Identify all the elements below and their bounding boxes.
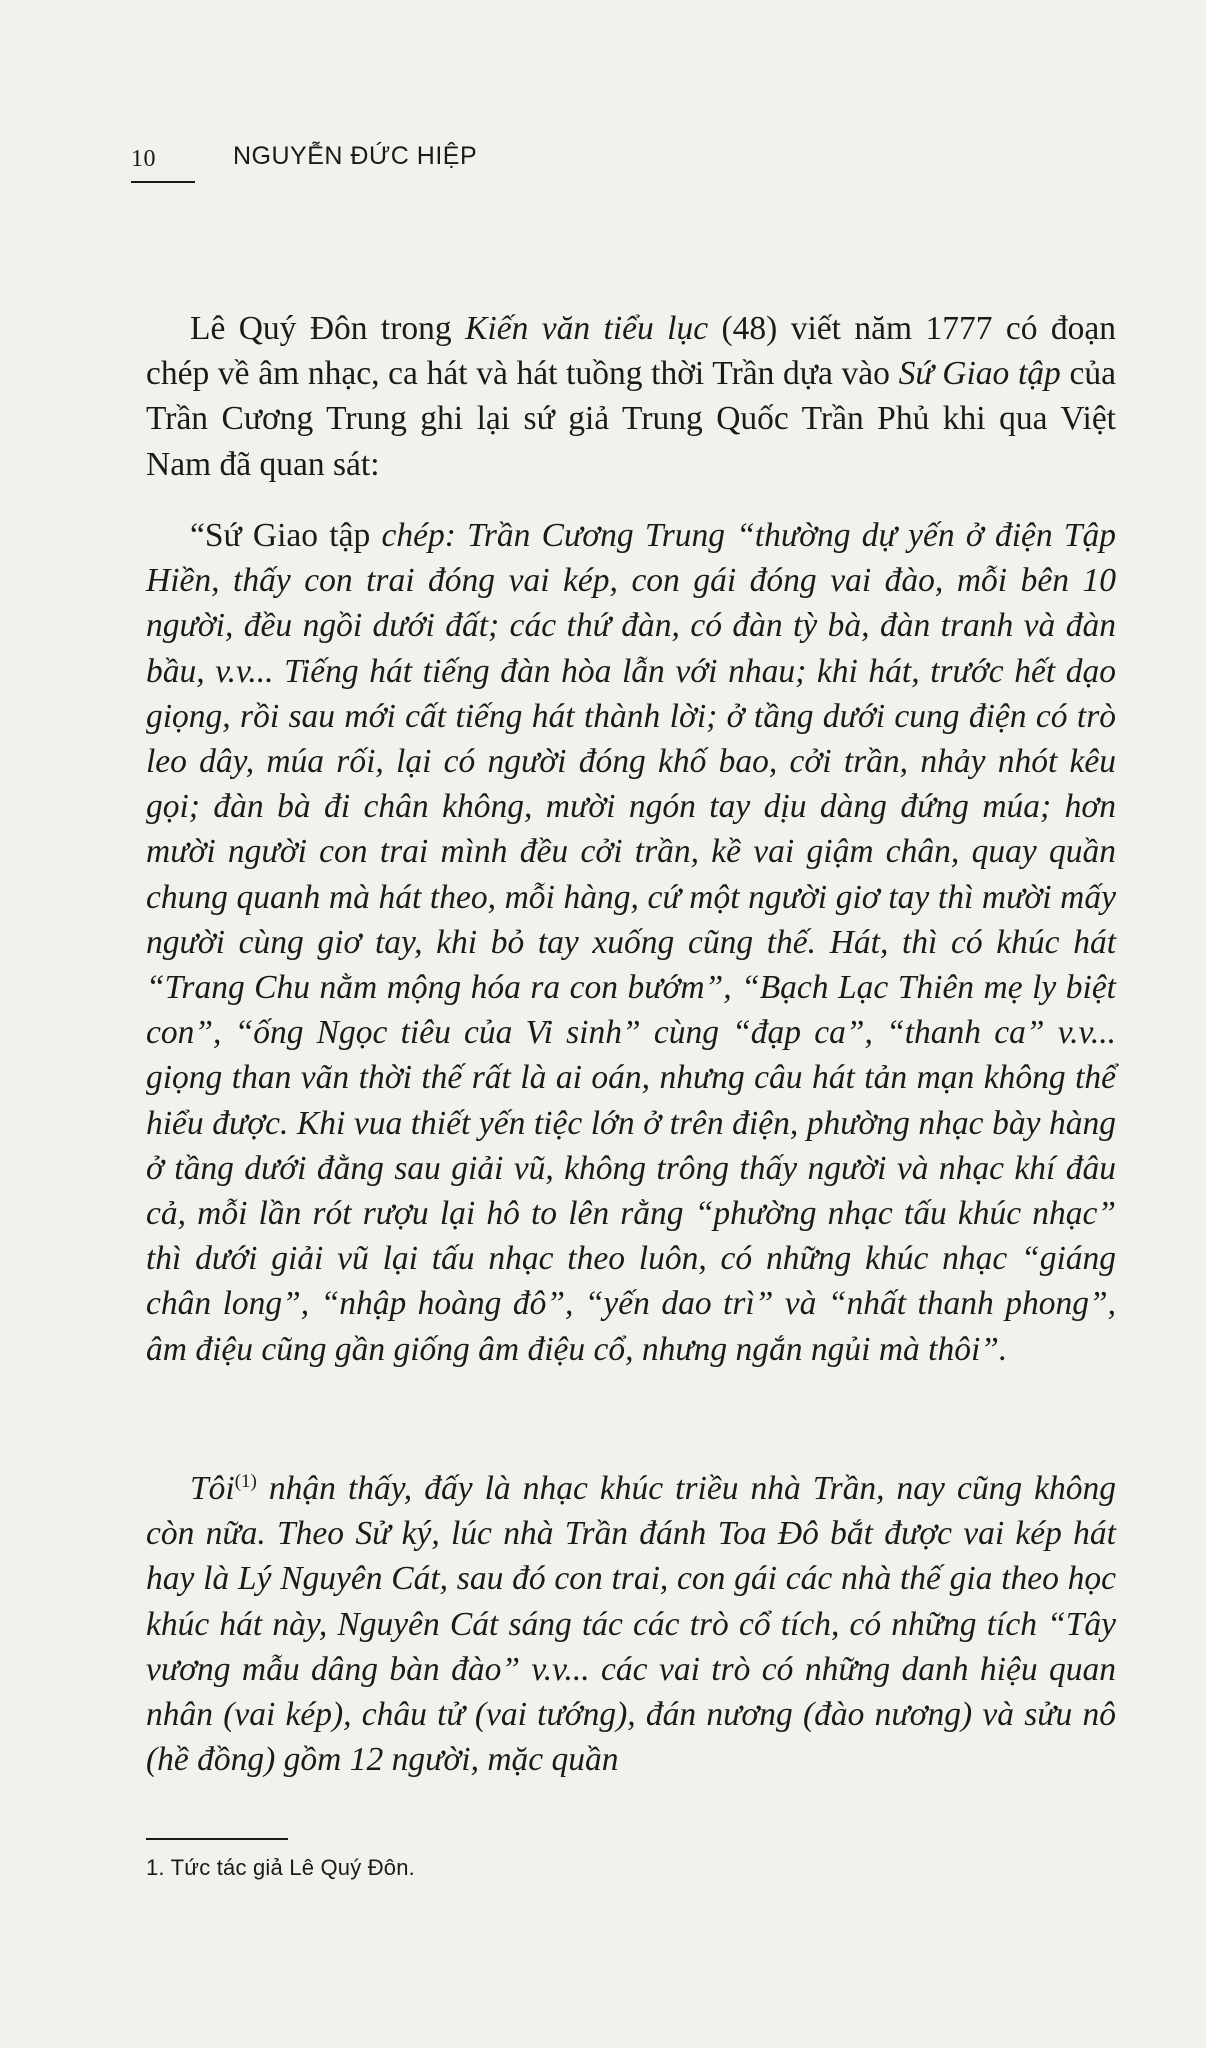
p1-text-c: của Trần Cương Trung ghi lại sứ giả Trung Quốc Trần Phủ khi qua Việt Nam đã quan sát:: [146, 355, 1116, 483]
running-head-author: NGUYỄN ĐỨC HIỆP: [233, 142, 478, 170]
header-rule: [131, 181, 195, 183]
footnote-marker: (1): [234, 1470, 257, 1492]
p3-text-b: nhận thấy, đấy là nhạc khúc triều nhà Trần, nay cũng không còn nữa. Theo Sử ký, lúc nhà Trần đánh Toa Đô bắt được vai kép hát hay là Lý Nguyên Cát, sau đó con trai, con gái các nhà thế gia theo học khúc hát này, Nguyên Cát sáng tác các trò cổ tích, có những tích “Tây vương mẫu dâng bàn đào” v.v... các vai trò có những danh hiệu quan nhân (vai kép), châu tử (vai tướng), đán nương (đào nương) và sửu nô (hề đồng) gồm 12 người, mặc quần: [146, 1470, 1116, 1779]
p3-text-a: Tôi: [190, 1470, 235, 1507]
p1-text-a: Lê Quý Đôn trong: [190, 310, 466, 347]
quotation-paragraph: [146, 513, 1116, 1372]
footnote: 1. Tức tác giả Lê Quý Đôn.: [146, 1855, 415, 1880]
footnote-rule: [146, 1838, 288, 1840]
book-title-kien-van-tieu-luc: Kiến văn tiểu lục: [465, 310, 709, 347]
quote-text: chép: Trần Cương Trung “thường dự yến ở điện Tập Hiền, thấy con trai đóng vai kép, con gái đóng vai đào, mỗi bên 10 người, đều ngồi dưới đất; các thứ đàn, có đàn tỳ bà, đàn tranh và đàn bầu, v.v... Tiếng hát tiếng đàn hòa lẫn với nhau; khi hát, trước hết dạo giọng, rồi sau mới cất tiếng hát thành lời; ở tầng dưới cung điện có trò leo dây, múa rối, lại có người đóng khố bao, cởi trần, nhảy nhót kêu gọi; đàn bà đi chân không, mười ngón tay dịu dàng đứng múa; hơn mười người con trai mình đều cởi trần, kề vai giậm chân, quay quần chung quanh mà hát theo, mỗi hàng, cứ một người giơ tay thì mười mấy người cùng giơ tay, khi bỏ tay xuống cũng thế. Hát, thì có khúc hát “Trang Chu nằm mộng hóa ra con bướm”, “Bạch Lạc Thiên mẹ ly biệt con”, “ống Ngọc tiêu của Vi sinh” cùng “đạp ca”, “thanh ca” v.v... giọng than vãn thời thế rất là ai oán, nhưng câu hát tản mạn không thể hiểu được. Khi vua thiết yến tiệc lớn ở trên điện, phường nhạc bày hàng ở tầng dưới đằng sau giải vũ, không trông thấy người và nhạc khí đâu cả, mỗi lần rót rượu lại hô to lên rằng “phường nhạc tấu khúc nhạc” thì dưới giải vũ lại tấu nhạc theo luôn, có những khúc nhạc “giáng chân long”, “nhập hoàng đô”, “yến dao trì” và “nhất thanh phong”, âm điệu cũng gần giống âm điệu cổ, nhưng ngắn ngủi mà thôi”.: [146, 517, 1117, 1368]
p1-text-b: (48) viết năm 1777 có đoạn chép về âm nhạc, ca hát và hát tuồng thời Trần dựa vào: [146, 310, 1116, 393]
book-title-su-giao-tap: Sứ Giao tập: [898, 355, 1061, 393]
paragraph-3: [146, 1466, 1116, 1782]
quote-source: “Sứ Giao tập: [190, 517, 371, 554]
page-number: 10: [131, 146, 156, 172]
paragraph-1: [146, 306, 1116, 487]
